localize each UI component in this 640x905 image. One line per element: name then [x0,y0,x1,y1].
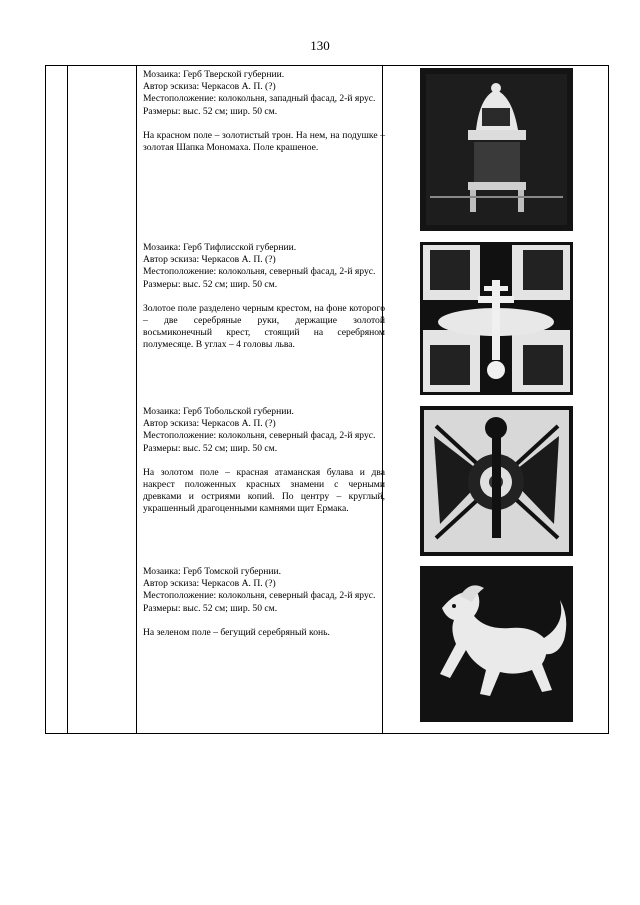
entry-size: Размеры: выс. 52 см; шир. 50 см. [143,105,278,117]
entry-location: Местоположение: колокольня, западный фасад, 2-й ярус. [143,93,376,105]
entry-size: Размеры: выс. 52 см; шир. 50 см. [143,442,278,454]
entry-author: Автор эскиза: Черкасов А. П. (?) [143,81,276,93]
catalog-table [45,65,609,734]
entry-author: Автор эскиза: Черкасов А. П. (?) [143,418,276,430]
entry-title: Мозаика: Герб Томской губернии. [143,566,282,577]
column-divider [136,66,137,733]
entry-description: Золотое поле разделено черным крестом, на фоне которого – две серебряные руки, держащие золотой восьмиконечный крест, стоящий на серебряном полумесяце. В углах – 4 головы льва. [143,302,385,351]
entry-title: Мозаика: Герб Тобольской губернии. [143,406,294,417]
tomsk-coat-of-arms-photo [420,566,573,722]
entry-author: Автор эскиза: Черкасов А. П. (?) [143,578,276,590]
entry-title: Мозаика: Герб Тверской губернии. [143,69,285,80]
catalog-entry-tobolsk [143,406,385,516]
tver-coat-of-arms-photo [420,68,573,231]
entry-location: Местоположение: колокольня, северный фасад, 2-й ярус. [143,430,376,442]
entry-location: Местоположение: колокольня, северный фасад, 2-й ярус. [143,590,376,602]
tobolsk-coat-of-arms-photo [420,406,573,556]
catalog-entry-tomsk [143,566,385,639]
entry-location: Местоположение: колокольня, северный фасад, 2-й ярус. [143,266,376,278]
entry-size: Размеры: выс. 52 см; шир. 50 см. [143,602,278,614]
entry-description: На зеленом поле – бегущий серебряный конь. [143,626,330,638]
entry-description: На золотом поле – красная атаманская булава и два накрест положенных красных знамени с черными древками и остриями копий. По центру – круглый, украшенный драгоценными камнями щит Ермака. [143,466,385,515]
tiflis-coat-of-arms-photo [420,242,573,395]
entry-size: Размеры: выс. 52 см; шир. 50 см. [143,278,278,290]
entry-description: На красном поле – золотистый трон. На нем, на подушке – золотая Шапка Мономаха. Поле крашеное. [143,129,385,154]
entry-title: Мозаика: Герб Тифлисской губернии. [143,242,297,253]
page-number: 130 [310,38,330,53]
column-divider [67,66,68,733]
catalog-entry-tiflis [143,242,385,352]
entry-author: Автор эскиза: Черкасов А. П. (?) [143,254,276,266]
catalog-entry-tver [143,69,385,154]
